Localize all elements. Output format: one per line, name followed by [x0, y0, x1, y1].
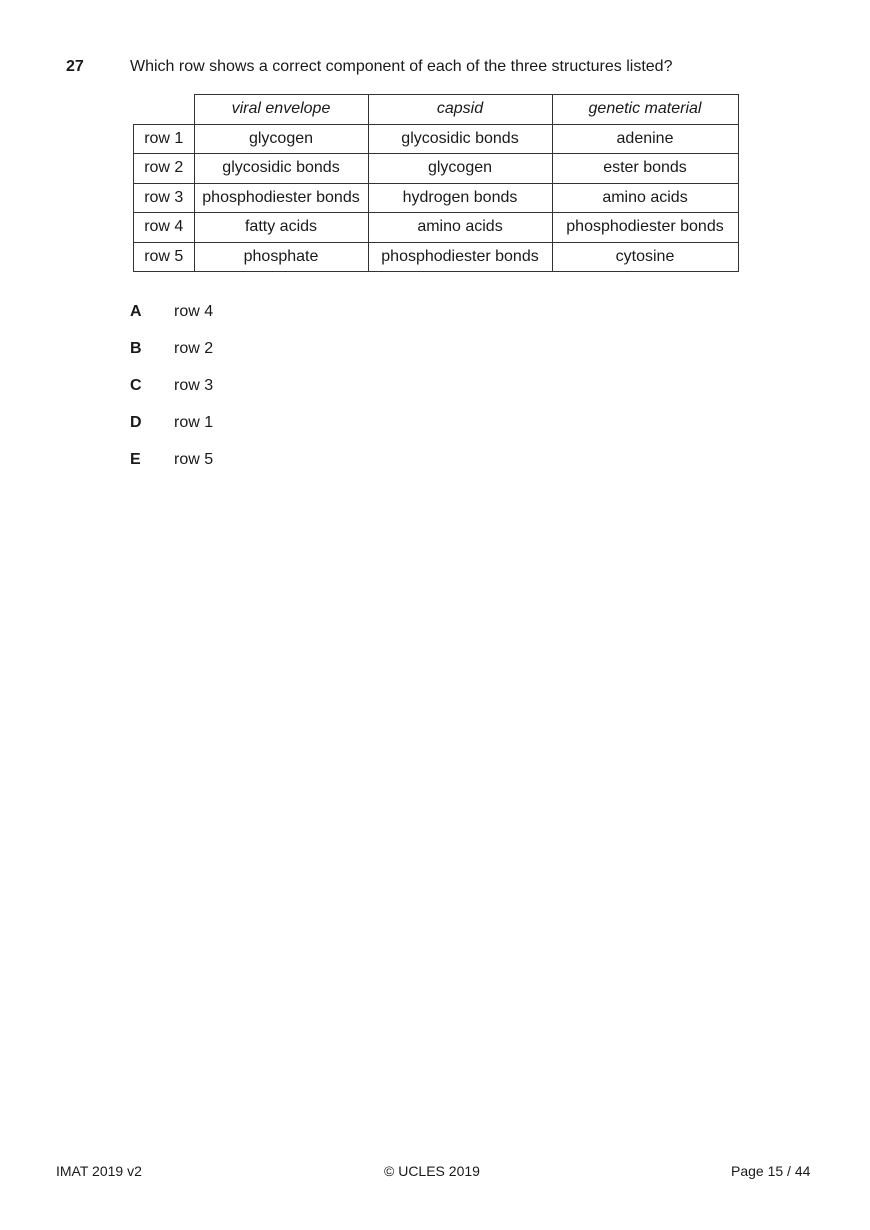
option-letter: C: [130, 377, 142, 394]
table-cell: phosphodiester bonds: [552, 213, 738, 243]
header-viral-envelope: viral envelope: [194, 95, 368, 125]
row-label: row 5: [134, 242, 195, 272]
option-b[interactable]: [130, 339, 213, 376]
table-cell: phosphate: [194, 242, 368, 272]
table-cell: ester bonds: [552, 154, 738, 184]
table-cell: glycosidic bonds: [368, 124, 552, 154]
option-letter: B: [130, 340, 142, 357]
footer-copyright: © UCLES 2019: [384, 1163, 480, 1179]
footer-exam-id: IMAT 2019 v2: [56, 1163, 142, 1179]
table-row: [134, 154, 739, 184]
option-a[interactable]: [130, 302, 213, 339]
option-letter: A: [130, 303, 142, 320]
option-letter: D: [130, 414, 142, 431]
header-genetic-material: genetic material: [552, 95, 738, 125]
table-row: [134, 213, 739, 243]
row-label: row 1: [134, 124, 195, 154]
table-row: [134, 242, 739, 272]
option-text: row 5: [174, 451, 214, 468]
table-corner-cell: [134, 95, 195, 125]
row-label: row 3: [134, 183, 195, 213]
option-text: row 3: [174, 377, 214, 394]
table-cell: phosphodiester bonds: [194, 183, 368, 213]
table-cell: glycosidic bonds: [194, 154, 368, 184]
table-cell: adenine: [552, 124, 738, 154]
table-cell: hydrogen bonds: [368, 183, 552, 213]
option-c[interactable]: [130, 376, 213, 413]
option-text: row 2: [174, 340, 214, 357]
footer-page-number: Page 15 / 44: [731, 1163, 811, 1179]
table-cell: glycogen: [368, 154, 552, 184]
answer-options: [130, 302, 213, 487]
table-cell: amino acids: [552, 183, 738, 213]
table-header-row: [134, 95, 739, 125]
option-e[interactable]: [130, 450, 213, 487]
option-text: row 4: [174, 303, 214, 320]
table-row: [134, 183, 739, 213]
table-cell: phosphodiester bonds: [368, 242, 552, 272]
option-d[interactable]: [130, 413, 213, 450]
question-text: Which row shows a correct component of each of the three structures listed?: [130, 58, 673, 75]
question-number: 27: [66, 58, 84, 75]
table-cell: glycogen: [194, 124, 368, 154]
table-cell: amino acids: [368, 213, 552, 243]
row-label: row 2: [134, 154, 195, 184]
table-cell: cytosine: [552, 242, 738, 272]
header-capsid: capsid: [368, 95, 552, 125]
table-cell: fatty acids: [194, 213, 368, 243]
option-letter: E: [130, 451, 141, 468]
answer-table: [133, 94, 739, 272]
option-text: row 1: [174, 414, 214, 431]
table-row: [134, 124, 739, 154]
row-label: row 4: [134, 213, 195, 243]
